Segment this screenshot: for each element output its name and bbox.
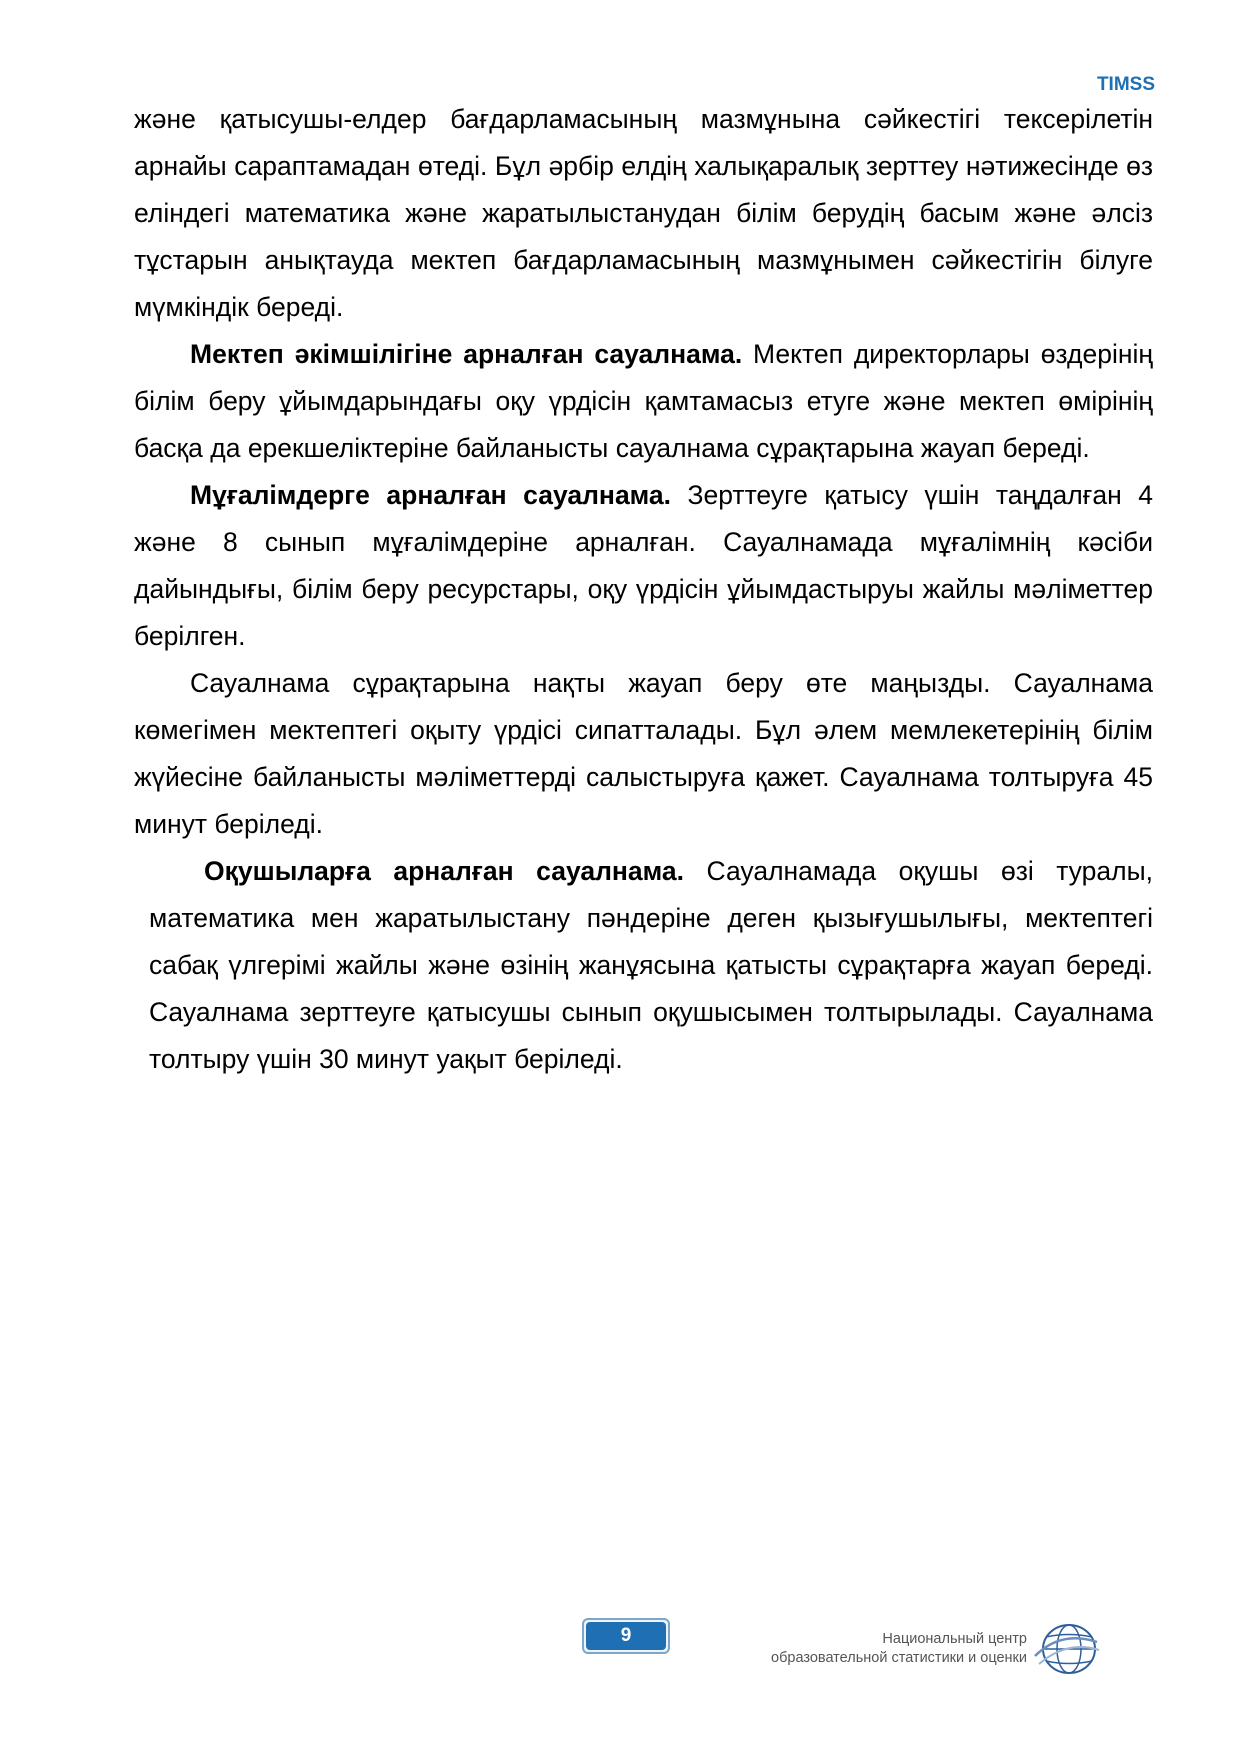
paragraph-5 [149,848,1153,1083]
paragraph-3-bold: Мұғалімдерге арналған сауалнама. [190,480,672,510]
header-tag: TIMSS [1096,74,1155,95]
document-body [134,96,1153,1083]
paragraph-5-bold: Оқушыларға арналған сауалнама. [204,856,685,886]
paragraph-1-text: және қатысушы-елдер бағдарламасының мазмұнына сәйкестігі тексерілетін арнайы сараптамадан өтеді. Бұл әрбір елдің халықаралық зерттеу нәтижесінде өз еліндегі математика және жаратылыстанудан білім берудің басым және әлсіз тұстарын анықтауда мектеп бағдарламасының мазмұнымен сәйкестігін білуге мүмкіндік береді. [134,104,1153,322]
globe-logo-icon [1031,1620,1101,1678]
paragraph-2 [134,331,1153,472]
paragraph-4-text: Сауалнама сұрақтарына нақты жауап беру өте маңызды. Сауалнама көмегімен мектептегі оқыту үрдісі сипатталады. Бұл әлем мемлекетерінің білім жүйесіне байланысты мәліметтерді салыстыруға қажет. Сауалнама толтыруға 45 минут беріледі. [134,668,1153,839]
organization-name [771,1630,1027,1668]
page-number-badge [582,1618,670,1654]
page-number: 9 [586,1622,666,1650]
org-line-1: Национальный центр [882,1631,1027,1647]
paragraph-3-text: Зерттеуге қатысу үшін таңдалған 4 және 8 сынып мұғалімдеріне арналған. Сауалнамада мұғалімнің кәсіби дайындығы, білім беру ресурстары, оқу үрдісін ұйымдастыруы жайлы мәліметтер берілген. [134,480,1154,651]
paragraph-2-bold: Мектеп әкімшілігіне арналған сауалнама. [190,339,743,369]
paragraph-1 [134,96,1153,331]
paragraph-5-text: Сауалнамада оқушы өзі туралы, математика мен жаратылыстану пәндеріне деген қызығушылығы, мектептегі сабақ үлгерімі жайлы және өзінің жанұясына қатысты сұрақтарға жауап береді. Сауалнама зерттеуге қатысушы сынып оқушысымен толтырылады. Сауалнама толтыру үшін 30 минут уақыт беріледі. [149,856,1153,1074]
paragraph-4 [134,660,1153,848]
org-line-2: образовательной статистики и оценки [771,1650,1027,1666]
paragraph-2-text: Мектеп директорлары өздерінің білім беру ұйымдарындағы оқу үрдісін қамтамасыз етуге және мектеп өмірінің басқа да ерекшеліктеріне байланысты сауалнама сұрақтарына жауап береді. [134,339,1153,463]
paragraph-3 [134,472,1153,660]
